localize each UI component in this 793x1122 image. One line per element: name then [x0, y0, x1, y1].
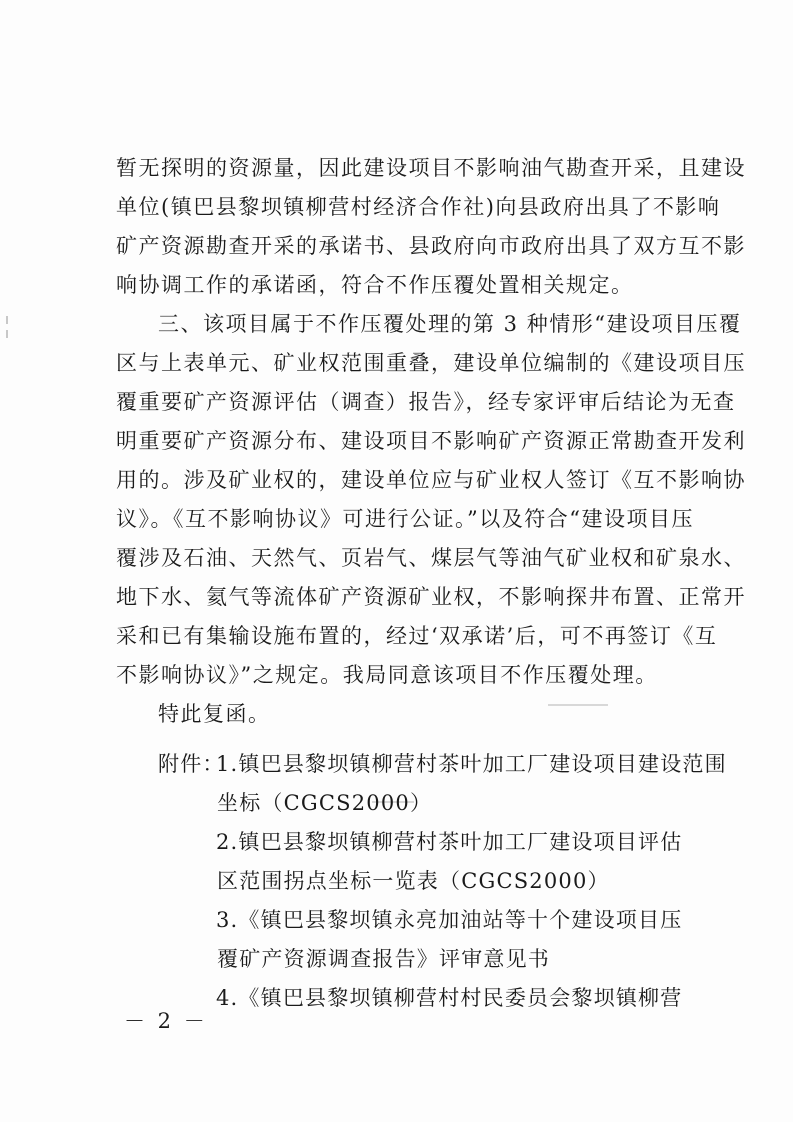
attachment-title: 3.《镇巴县黎坝镇永亮加油站等十个建设项目压 [216, 908, 683, 932]
paragraph-section-three [116, 305, 746, 695]
text-line: 暂无探明的资源量，因此建设项目不影响油气勘查开采，且建设 [116, 156, 746, 180]
text-line: 覆涉及石油、天然气、页岩气、煤层气等油气矿业权和矿泉水、 [116, 546, 746, 570]
text-line: 地下水、氦气等流体矿产资源矿业权，不影响探井布置、正常开 [116, 585, 746, 609]
text-line: 用的。涉及矿业权的，建设单位应与矿业权人签订《互不影响协 [116, 468, 746, 492]
binding-hole-mark [6, 330, 8, 338]
attachment-item [216, 901, 727, 979]
attachment-title-continued: 覆矿产资源调查报告》评审意见书 [217, 947, 550, 971]
text-line: 区与上表单元、矿业权范围重叠，建设单位编制的《建设项目压 [116, 351, 746, 375]
attachment-title: 1.镇巴县黎坝镇柳营村茶叶加工厂建设项目建设范围 [216, 752, 727, 776]
attachment-title-continued: 坐标（CGCS2000） [217, 791, 433, 815]
text-line: 明重要矿产资源分布、建设项目不影响矿产资源正常勘查开发利 [116, 429, 746, 453]
binding-hole-mark [6, 316, 8, 324]
attachments-section [158, 745, 727, 1018]
text-line: 单位(镇巴县黎坝镇柳营村经济合作社)向县政府出具了不影响 [116, 195, 721, 219]
text-line: 不影响协议》”之规定。我局同意该项目不作压覆处理。 [116, 663, 658, 687]
attachment-item [216, 979, 727, 1018]
paragraph-continuation [116, 149, 746, 305]
attachment-title: 4.《镇巴县黎坝镇柳营村村民委员会黎坝镇柳营 [216, 986, 683, 1010]
attachment-title: 2.镇巴县黎坝镇柳营村茶叶加工厂建设项目评估 [216, 830, 683, 854]
text-line: 覆重要矿产资源评估（调查）报告》，经专家评审后结论为无查 [116, 390, 736, 414]
text-line: 矿产资源勘查开采的承诺书、县政府向市政府出具了双方互不影 [116, 234, 746, 258]
text-line: 采和已有集输设施布置的，经过‘双承诺’后，可不再签订《互 [116, 624, 718, 648]
closing-line: 特此复函。 [158, 702, 271, 726]
attachment-item [216, 823, 727, 901]
attachments-list [216, 745, 727, 1018]
text-line: 响协调工作的承诺函，符合不作压覆处置相关规定。 [116, 273, 634, 297]
attachment-item [216, 745, 727, 823]
text-line: 三、该项目属于不作压覆处理的第 3 种情形“建设项目压覆 [158, 312, 742, 336]
attachments-label: 附件： [158, 752, 225, 776]
letter-body [116, 149, 746, 734]
text-line: 议》。《互不影响协议》可进行公证。”以及符合“建设项目压 [116, 507, 694, 531]
attachment-title-continued: 区范围拐点坐标一览表（CGCS2000） [217, 869, 610, 893]
page-number: － 2 － [124, 1009, 208, 1033]
